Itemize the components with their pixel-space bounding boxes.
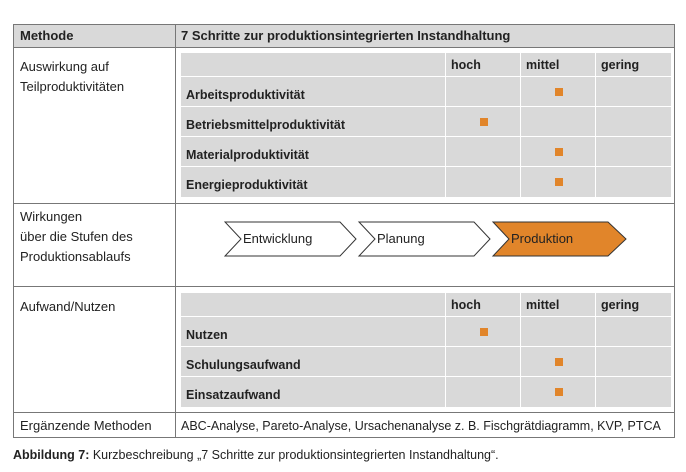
col-gering <box>596 293 671 317</box>
aufwand-label: Aufwand/Nutzen <box>20 299 116 314</box>
effort-row-name: Einsatzaufwand <box>186 388 281 402</box>
col-mittel-label: mittel <box>526 298 560 312</box>
col-gering-label: gering <box>601 298 640 312</box>
col-mittel-label: mittel <box>526 58 560 72</box>
table-row <box>181 377 446 407</box>
figure-caption <box>13 448 499 462</box>
rating-marker <box>555 88 563 96</box>
rating-cell <box>446 377 521 407</box>
rating-cell <box>521 317 596 347</box>
table-row <box>181 317 446 347</box>
header-methode: Methode <box>20 28 74 43</box>
divider <box>14 412 674 413</box>
productivity-row-name: Materialproduktivität <box>186 148 309 162</box>
col-gering <box>596 53 671 77</box>
rating-cell <box>521 107 596 137</box>
auswirkung-label-1: Auswirkung auf <box>20 59 109 74</box>
rating-cell <box>521 77 596 107</box>
rating-cell <box>446 77 521 107</box>
ergaenzende-label: Ergänzende Methoden <box>20 418 152 433</box>
col-gering-label: gering <box>601 58 640 72</box>
effort-subtable <box>181 293 671 407</box>
rating-cell <box>596 137 671 167</box>
divider <box>14 47 674 48</box>
rating-cell <box>446 107 521 137</box>
rating-cell <box>596 377 671 407</box>
rating-cell <box>446 347 521 377</box>
rating-cell <box>596 317 671 347</box>
rating-cell <box>521 347 596 377</box>
rating-cell <box>521 137 596 167</box>
rating-marker <box>480 118 488 126</box>
caption-text: Kurzbeschreibung „7 Schritte zur produktionsintegrierten Instandhaltung“. <box>89 448 499 462</box>
productivity-row-name: Betriebsmittelproduktivität <box>186 118 346 132</box>
col-hoch-label: hoch <box>451 58 481 72</box>
auswirkung-label-2: Teilproduktivitäten <box>20 79 125 94</box>
col-hoch <box>446 53 521 77</box>
rating-marker <box>480 328 488 336</box>
divider <box>14 286 674 287</box>
rating-marker <box>555 148 563 156</box>
step-produktion: Produktion <box>511 231 574 246</box>
rating-cell <box>596 107 671 137</box>
wirkungen-label-2: über die Stufen des <box>20 229 133 244</box>
method-table <box>13 24 675 438</box>
rating-cell <box>521 377 596 407</box>
rating-cell <box>596 77 671 107</box>
rating-cell <box>446 137 521 167</box>
productivity-row-name: Energieproduktivität <box>186 178 308 192</box>
header-method-title: 7 Schritte zur produktionsintegrierten Instandhaltung <box>181 28 511 43</box>
table-row <box>181 167 446 197</box>
divider <box>14 203 674 204</box>
column-divider <box>175 25 176 437</box>
subtable-header-corner <box>181 53 446 77</box>
rating-cell <box>521 167 596 197</box>
table-row <box>181 107 446 137</box>
effort-row-name: Nutzen <box>186 328 228 342</box>
rating-cell <box>596 347 671 377</box>
table-row <box>181 137 446 167</box>
table-row <box>181 347 446 377</box>
col-mittel <box>521 293 596 317</box>
col-hoch <box>446 293 521 317</box>
productivity-row-name: Arbeitsproduktivität <box>186 88 305 102</box>
effort-row-name: Schulungsaufwand <box>186 358 301 372</box>
rating-marker <box>555 178 563 186</box>
productivity-subtable <box>181 53 671 197</box>
step-planung: Planung <box>377 231 425 246</box>
rating-cell <box>446 317 521 347</box>
rating-marker <box>555 358 563 366</box>
rating-cell <box>596 167 671 197</box>
col-mittel <box>521 53 596 77</box>
rating-cell <box>446 167 521 197</box>
ergaenzende-value: ABC-Analyse, Pareto-Analyse, Ursachenanalyse z. B. Fischgrätdiagramm, KVP, PTCA <box>181 419 661 433</box>
wirkungen-label-3: Produktionsablaufs <box>20 249 131 264</box>
subtable-header-corner <box>181 293 446 317</box>
step-entwicklung: Entwicklung <box>243 231 313 246</box>
caption-prefix: Abbildung 7: <box>13 448 90 462</box>
col-hoch-label: hoch <box>451 298 481 312</box>
table-row <box>181 77 446 107</box>
wirkungen-label-1: Wirkungen <box>20 209 83 224</box>
rating-marker <box>555 388 563 396</box>
